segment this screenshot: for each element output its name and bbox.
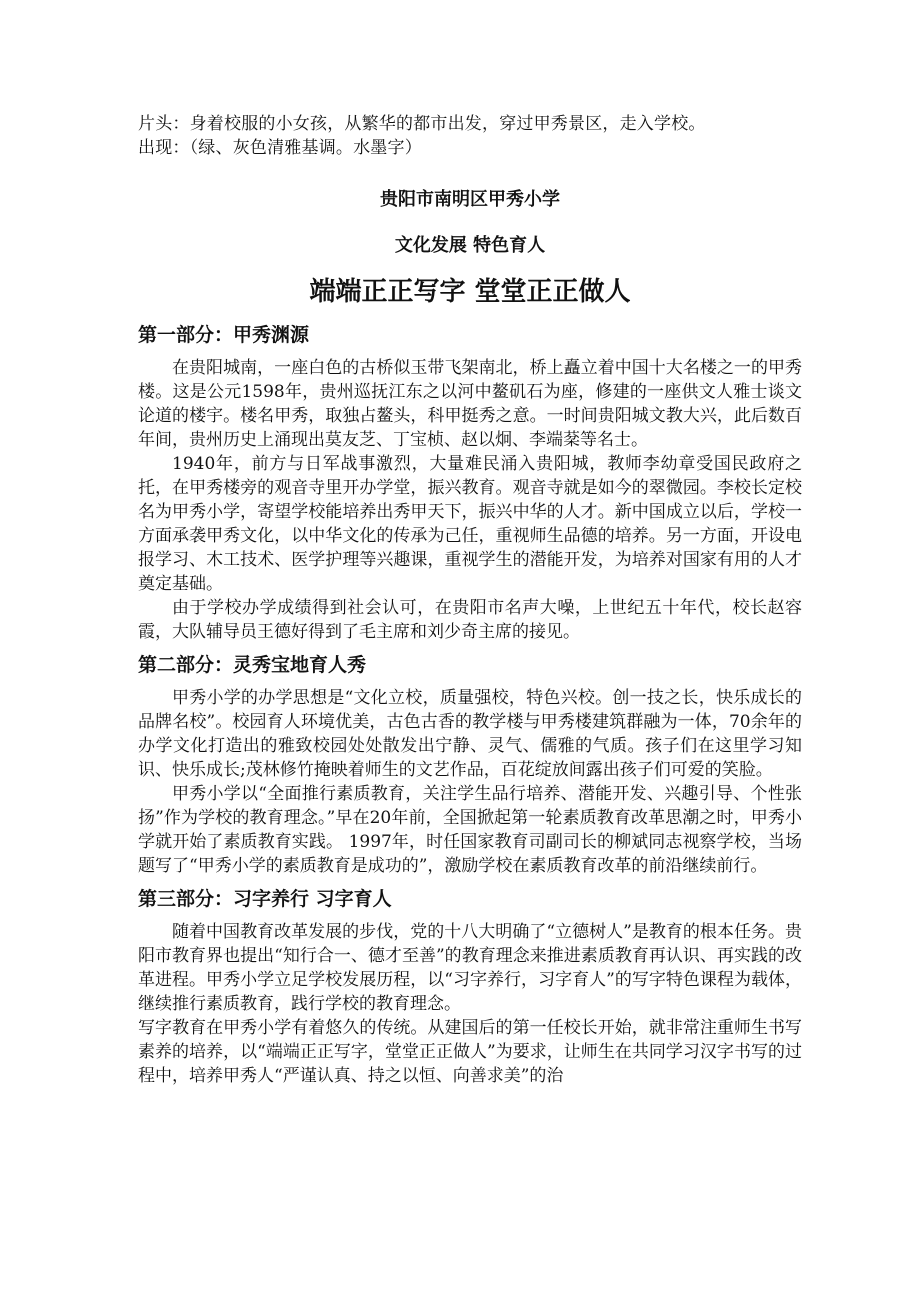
section-3: [138, 886, 802, 1088]
paragraph: 甲秀小学的办学思想是“文化立校，质量强校，特色兴校。创一技之长，快乐成长的品牌名校”。校园育人环境优美，古色古香的教学楼与甲秀楼建筑群融为一体，70余年的办学文化打造出的雅致校园处处散发出宁静、灵气、儒雅的气质。孩子们在这里学习知识、快乐成长;茂林修竹掩映着师生的文艺作品，百花绽放间露出孩子们可爱的笑脸。: [138, 688, 802, 780]
paragraph: 随着中国教育改革发展的步伐，党的十八大明确了“立德树人”是教育的根本任务。贵阳市教育界也提出“知行合一、德才至善”的教育理念来推进素质教育再认识、再实践的改革进程。甲秀小学立足学校发展历程，以“习字养行，习字育人”的写字特色课程为载体，继续推行素质教育，践行学校的教育理念。: [138, 922, 802, 1014]
paragraph: 写字教育在甲秀小学有着悠久的传统。从建国后的第一任校长开始，就非常注重师生书写素养的培养，以“端端正正写字，堂堂正正做人”为要求，让师生在共同学习汉字书写的过程中，培养甲秀人“严谨认真、持之以恒、向善求美”的治: [138, 1018, 802, 1086]
section-2: [138, 652, 802, 878]
intro-line: 片头：身着校服的小女孩，从繁华的都市出发，穿过甲秀景区，走入学校。: [138, 114, 706, 134]
paragraph: 甲秀小学以“全面推行素质教育，关注学生品行培养、潜能开发、兴趣引导、个性张扬”作为学校的教育理念。”早在20年前，全国掀起第一轮素质教育改革思潮之时，甲秀小学就开始了素质教育实践。 1997年，时任国家教育司副司长的柳斌同志视察学校，当场题写了“甲秀小学的素质教育是成功的”，激励学校在素质教育改革的前沿继续前行。: [138, 784, 802, 876]
section-heading: 第二部分：灵秀宝地育人秀: [138, 654, 367, 676]
paragraph: 由于学校办学成绩得到社会认可，在贵阳市名声大噪，上世纪五十年代，校长赵容霞，大队辅导员王德好得到了毛主席和刘少奇主席的接见。: [138, 598, 802, 642]
paragraph: 在贵阳城南，一座白色的古桥似玉带飞架南北，桥上矗立着中国十大名楼之一的甲秀楼。这是公元1598年，贵州巡抚江东之以河中鳌矶石为座，修建的一座供文人雅士谈文论道的楼宇。楼名甲秀，取独占鳌头，科甲挺秀之意。一时间贵阳城文教大兴，此后数百年间，贵州历史上涌现出莫友芝、丁宝桢、赵以炯、李端棻等名士。: [138, 358, 802, 450]
main-title: 端端正正写字 堂堂正正做人: [309, 277, 631, 307]
section-heading: 第三部分：习字养行 习字育人: [138, 888, 392, 910]
section-1: [138, 322, 802, 644]
paragraph: 1940年，前方与日军战事激烈，大量难民涌入贵阳城，教师李幼章受国民政府之托，在甲秀楼旁的观音寺里开办学堂，振兴教育。观音寺就是如今的翠微园。李校长定校名为甲秀小学，寄望学校能培养出秀甲天下，振兴中华的人才。新中国成立以后，学校一方面承袭甲秀文化，以中华文化的传承为己任，重视师生品德的培养。另一方面，开设电报学习、木工技术、医学护理等兴趣课，重视学生的潜能开发，为培养对国家有用的人才奠定基础。: [138, 454, 802, 594]
document-page: [138, 112, 802, 1088]
school-title: 贵阳市南明区甲秀小学: [380, 189, 560, 210]
intro-line: 出现：（绿、灰色清雅基调。水墨字）: [138, 138, 422, 158]
section-heading: 第一部分：甲秀渊源: [138, 324, 310, 346]
motto-title: 文化发展 特色育人: [394, 235, 546, 256]
